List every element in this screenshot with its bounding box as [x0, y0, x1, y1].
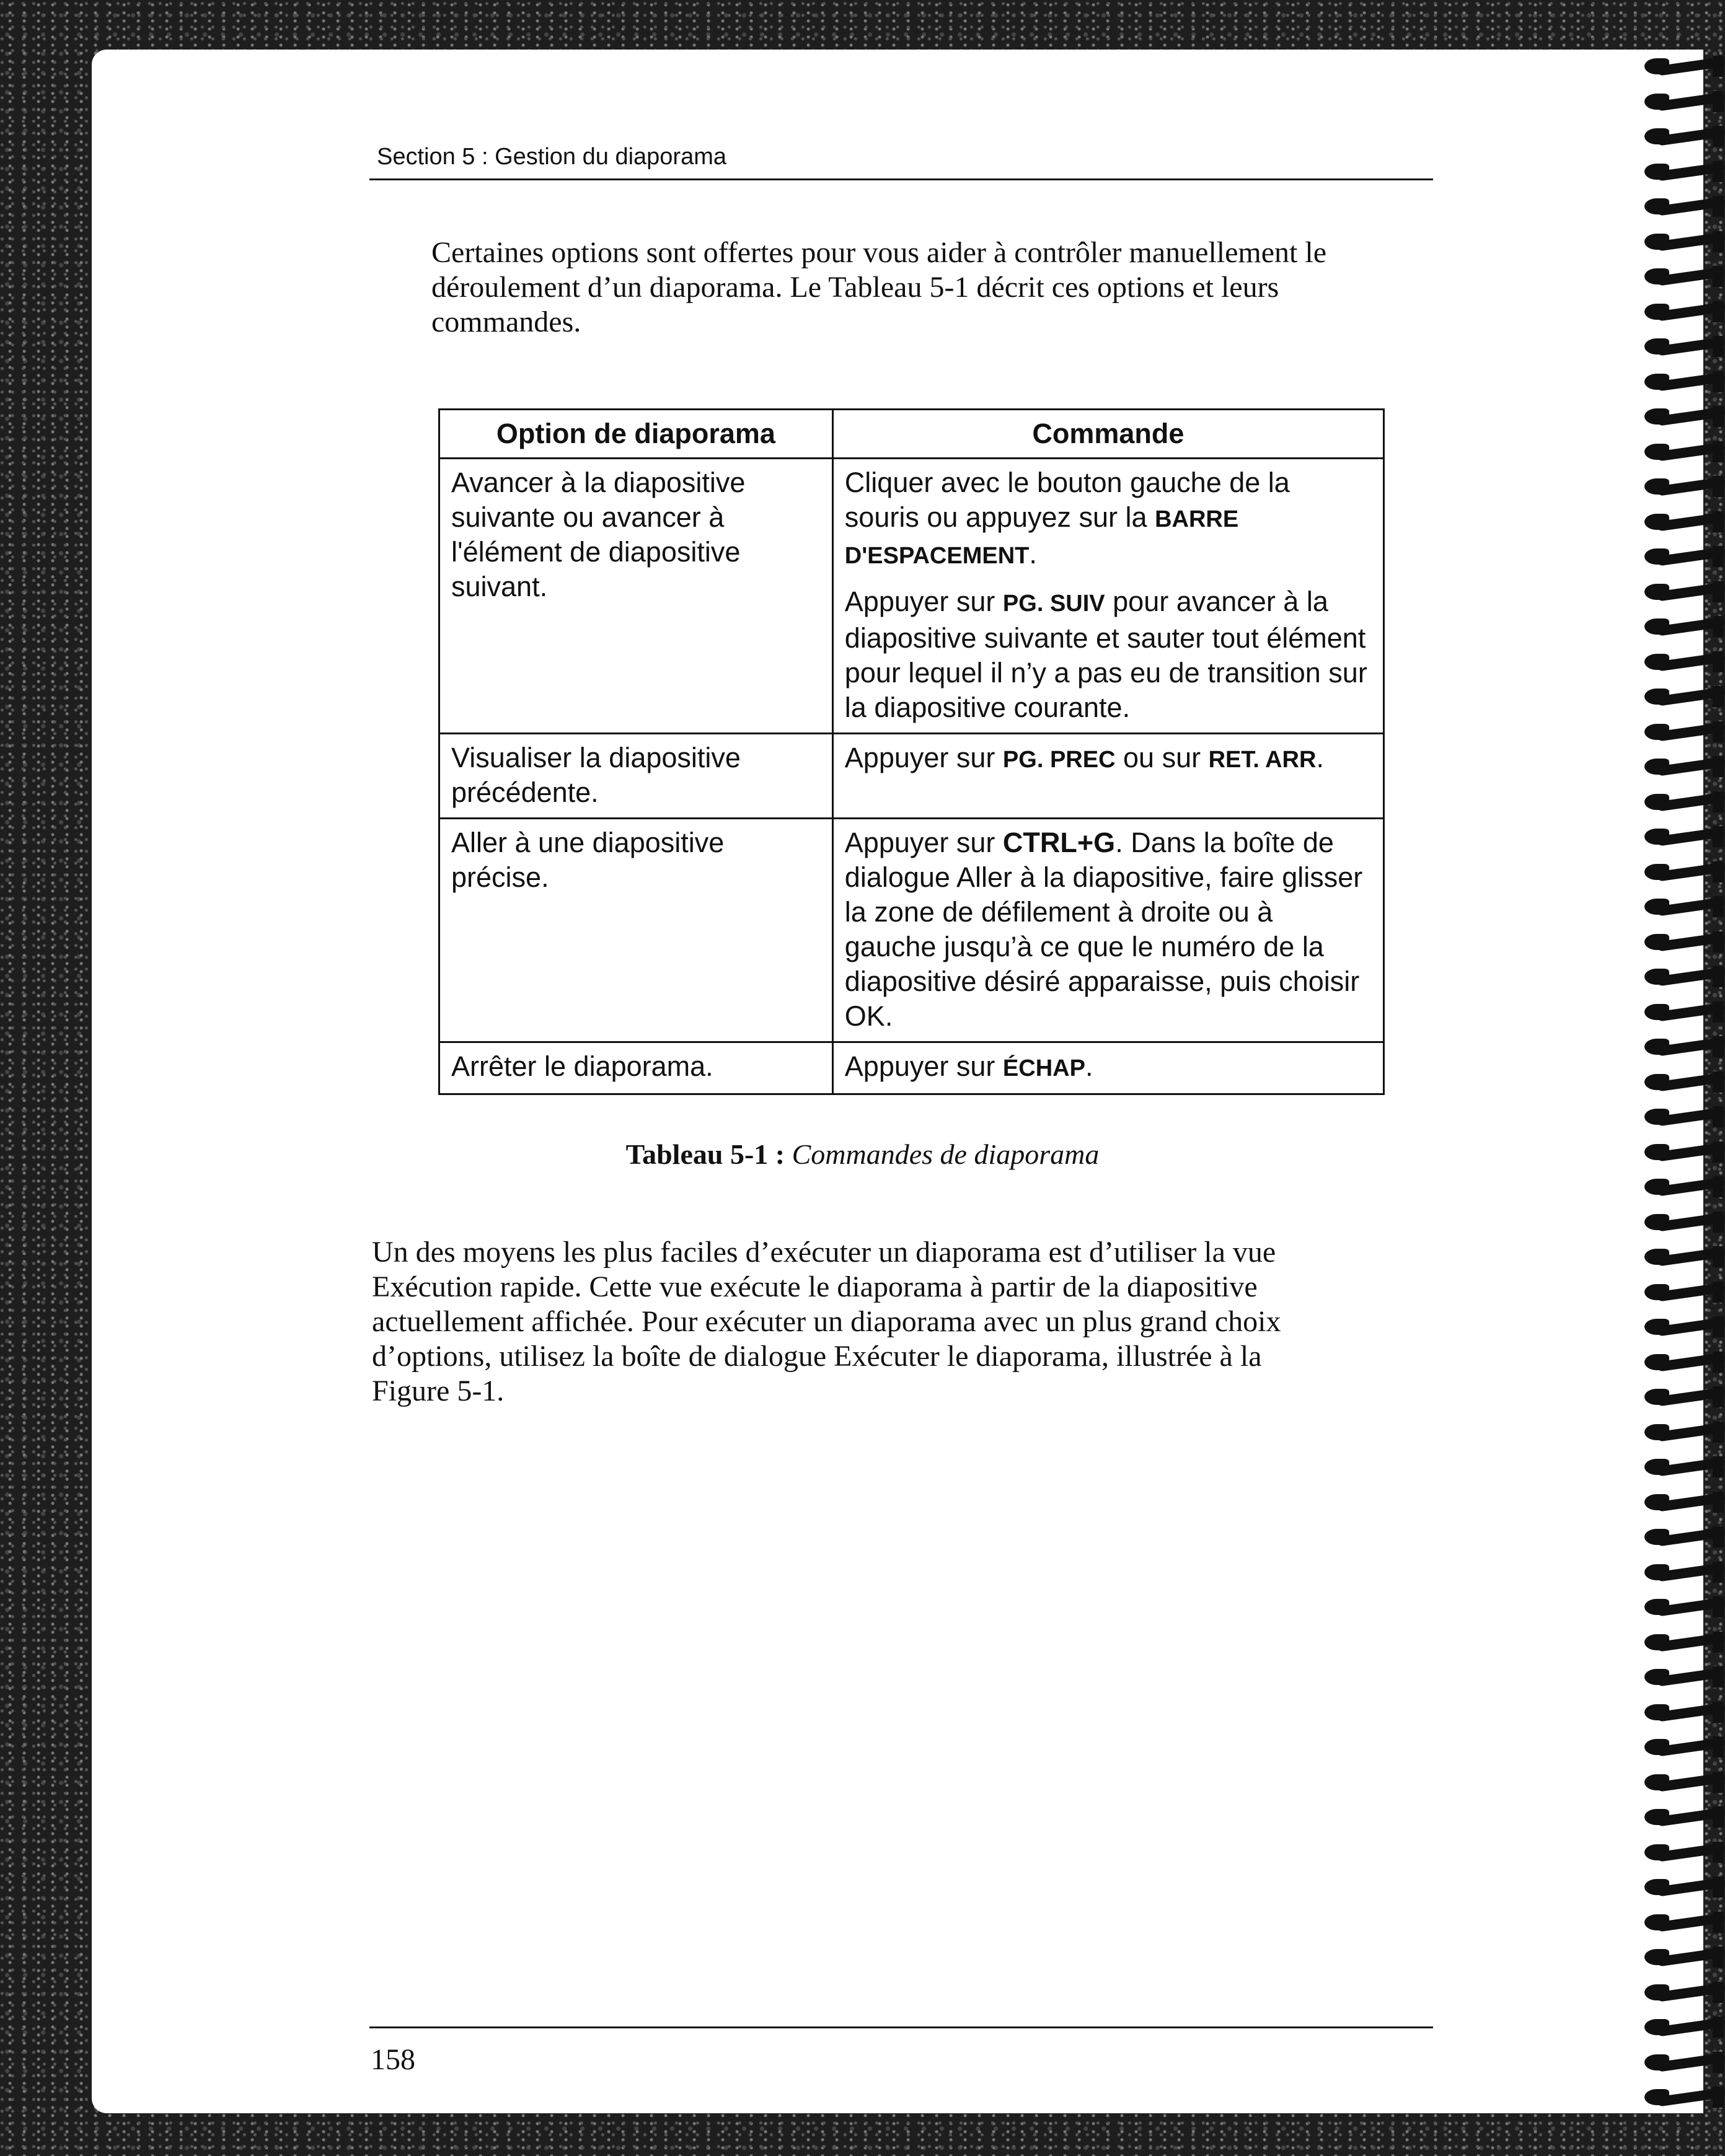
binding-coil [1638, 791, 1725, 812]
binding-wire-end [1713, 441, 1724, 462]
binding-coil [1638, 1316, 1725, 1337]
command-text [845, 584, 1372, 725]
page-number: 158 [371, 2043, 415, 2076]
binding-wire-end [1713, 1456, 1724, 1477]
footer-rule [369, 2026, 1433, 2028]
body-paragraph [372, 1235, 1281, 1409]
binding-wire-end [1713, 861, 1724, 882]
binding-wire-end [1713, 896, 1724, 917]
binding-coil [1638, 1806, 1725, 1828]
binding-coil [1638, 651, 1725, 672]
key-name: CTRL+G [1002, 827, 1116, 858]
binding-coil [1638, 196, 1725, 217]
binding-wire-end [1713, 91, 1724, 112]
binding-wire-end [1713, 1316, 1724, 1337]
table-caption [0, 1138, 1725, 1171]
binding-wire-end [1713, 721, 1724, 742]
body-line: Exécution rapide. Cette vue exécute le diaporama à partir de la diapositive [372, 1270, 1258, 1303]
body-line: d’options, utilisez la boîte de dialogue Exécuter le diaporama, illustrée à la [372, 1340, 1262, 1373]
binding-coil [1638, 1176, 1725, 1197]
spiral-binding [1635, 56, 1725, 2144]
binding-wire-end [1713, 1877, 1724, 1898]
body-line: Un des moyens les plus faciles d’exécuter un diaporama est d’utiliser la vue [372, 1236, 1276, 1269]
intro-line: commandes. [431, 306, 581, 338]
binding-wire-end [1713, 1702, 1724, 1723]
binding-coil [1638, 2052, 1725, 2073]
binding-wire-end [1713, 301, 1724, 322]
binding-coil [1638, 1071, 1725, 1093]
binding-coil [1638, 1912, 1725, 1933]
binding-coil [1638, 1001, 1725, 1023]
command-text-part: Appuyer sur [844, 827, 1003, 858]
binding-wire-end [1713, 616, 1724, 637]
binding-coil [1638, 966, 1725, 987]
binding-wire-end [1713, 1982, 1724, 2003]
binding-wire-end [1713, 1772, 1724, 1793]
option-cell: Arrêter le diaporama. [439, 1042, 833, 1094]
command-cell [832, 734, 1383, 819]
binding-wire-end [1713, 826, 1724, 847]
binding-wire-end [1713, 231, 1724, 252]
command-text-part: . [1085, 1050, 1093, 1082]
binding-coil [1638, 1596, 1725, 1617]
binding-coil [1638, 161, 1725, 182]
binding-coil [1638, 231, 1725, 252]
binding-wire-end [1713, 1001, 1724, 1023]
binding-coil [1638, 1456, 1725, 1477]
binding-coil [1638, 826, 1725, 847]
command-text-part: Cliquer avec le bouton gauche de la souris ou appuyez sur la [844, 467, 1290, 533]
binding-coil [1638, 1282, 1725, 1303]
command-cell [832, 459, 1383, 734]
binding-wire-end [1713, 1036, 1724, 1057]
binding-wire-end [1713, 1212, 1724, 1233]
command-text [845, 825, 1372, 1034]
binding-coil [1638, 2087, 1725, 2108]
command-text [845, 741, 1372, 777]
binding-coil [1638, 686, 1725, 707]
header-rule [369, 178, 1433, 180]
binding-coil [1638, 721, 1725, 742]
binding-wire-end [1713, 1632, 1724, 1653]
option-cell: Avancer à la diapositive suivante ou avancer à l'élément de diapositive suivant. [439, 459, 833, 734]
binding-coil [1638, 1772, 1725, 1793]
binding-coil [1638, 91, 1725, 112]
binding-wire-end [1713, 1071, 1724, 1093]
binding-coil [1638, 1036, 1725, 1057]
binding-coil [1638, 1982, 1725, 2003]
caption-title: Commandes de diaporama [792, 1138, 1100, 1170]
command-text-part: . [1316, 742, 1324, 773]
binding-wire-end [1713, 931, 1724, 953]
binding-wire-end [1713, 1947, 1724, 1968]
command-text-part: Appuyer sur [844, 586, 1003, 617]
binding-coil [1638, 301, 1725, 322]
binding-coil [1638, 266, 1725, 287]
binding-wire-end [1713, 1282, 1724, 1303]
binding-wire-end [1713, 1386, 1724, 1407]
binding-wire-end [1713, 1492, 1724, 1513]
binding-wire-end [1713, 1596, 1724, 1617]
binding-coil [1638, 1526, 1725, 1547]
intro-line: Certaines options sont offertes pour vous aider à contrôler manuellement le [431, 236, 1327, 269]
table-row [439, 459, 1384, 734]
binding-wire-end [1713, 56, 1724, 77]
command-text-part: ou sur [1115, 742, 1209, 773]
running-head: Section 5 : Gestion du diaporama [377, 144, 727, 170]
binding-wire-end [1713, 406, 1724, 427]
binding-coil [1638, 1422, 1725, 1443]
binding-wire-end [1713, 1422, 1724, 1443]
binding-wire-end [1713, 1176, 1724, 1197]
key-name: PG. SUIV [1002, 591, 1105, 617]
binding-coil [1638, 1877, 1725, 1898]
binding-coil [1638, 896, 1725, 917]
binding-wire-end [1713, 1526, 1724, 1547]
command-cell [832, 1042, 1383, 1094]
binding-wire-end [1713, 336, 1724, 357]
binding-coil [1638, 1947, 1725, 1968]
binding-coil [1638, 1666, 1725, 1687]
binding-coil [1638, 756, 1725, 777]
binding-coil [1638, 476, 1725, 497]
binding-coil [1638, 546, 1725, 567]
option-cell: Aller à une diapositive précise. [439, 819, 833, 1042]
binding-coil [1638, 56, 1725, 77]
binding-coil [1638, 1736, 1725, 1758]
binding-coil [1638, 1246, 1725, 1267]
body-line: actuellement affichée. Pour exécuter un diaporama avec un plus grand choix [372, 1305, 1281, 1338]
binding-wire-end [1713, 161, 1724, 182]
intro-paragraph [431, 235, 1326, 340]
binding-wire-end [1713, 1562, 1724, 1583]
command-text-part: Appuyer sur [844, 1050, 1003, 1082]
table-header-row [439, 410, 1384, 459]
table-row [439, 819, 1384, 1042]
binding-wire-end [1713, 126, 1724, 147]
binding-coil [1638, 861, 1725, 882]
binding-wire-end [1713, 651, 1724, 672]
binding-coil [1638, 371, 1725, 392]
command-text [845, 1049, 1372, 1086]
binding-wire-end [1713, 196, 1724, 217]
command-cell [832, 819, 1383, 1042]
binding-coil [1638, 336, 1725, 357]
command-text-part: Appuyer sur [844, 742, 1003, 773]
key-name: RET. ARR [1208, 747, 1317, 773]
binding-coil [1638, 1386, 1725, 1407]
binding-coil [1638, 1632, 1725, 1653]
binding-coil [1638, 616, 1725, 637]
binding-coil [1638, 1212, 1725, 1233]
column-header-command: Commande [832, 410, 1383, 459]
body-line: Figure 5-1. [372, 1375, 505, 1407]
command-text-part: . [1029, 538, 1037, 570]
slideshow-commands-table [438, 408, 1385, 1095]
binding-wire-end [1713, 791, 1724, 812]
key-name: PG. PREC [1002, 747, 1116, 773]
binding-wire-end [1713, 1106, 1724, 1127]
command-text [845, 465, 1372, 573]
binding-coil [1638, 406, 1725, 427]
command-text-part: . Dans la boîte de dialogue Aller à la diapositive, faire glisser la zone de défilement à droite ou à gauche jusqu’à ce que le numéro de la diapositive désiré apparaisse, puis choisir OK. [844, 827, 1363, 1032]
binding-wire-end [1713, 1912, 1724, 1933]
command-text-part: pour avancer à la diapositive suivante et sauter tout élément pour lequel il n’y a pas eu de transition sur la diapositive courante. [844, 586, 1367, 723]
binding-wire-end [1713, 966, 1724, 987]
binding-wire-end [1713, 2052, 1724, 2073]
binding-coil [1638, 511, 1725, 532]
binding-coil [1638, 1352, 1725, 1373]
intro-line: déroulement d’un diaporama. Le Tableau 5-1 décrit ces options et leurs [431, 271, 1279, 304]
column-header-option: Option de diaporama [439, 410, 833, 459]
binding-wire-end [1713, 1842, 1724, 1863]
binding-coil [1638, 126, 1725, 147]
option-cell: Visualiser la diapositive précédente. [439, 734, 833, 819]
binding-wire-end [1713, 1246, 1724, 1267]
binding-wire-end [1713, 1666, 1724, 1687]
binding-coil [1638, 1492, 1725, 1513]
binding-wire-end [1713, 511, 1724, 532]
binding-wire-end [1713, 2017, 1724, 2038]
binding-wire-end [1713, 2087, 1724, 2108]
binding-wire-end [1713, 1352, 1724, 1373]
key-name: ÉCHAP [1002, 1055, 1085, 1081]
binding-wire-end [1713, 1736, 1724, 1758]
binding-coil [1638, 1562, 1725, 1583]
binding-coil [1638, 1702, 1725, 1723]
binding-coil [1638, 1842, 1725, 1863]
binding-coil [1638, 1106, 1725, 1127]
binding-wire-end [1713, 686, 1724, 707]
binding-coil [1638, 2017, 1725, 2038]
key-name: BARRE D'ESPACEMENT [844, 506, 1239, 569]
binding-coil [1638, 931, 1725, 953]
binding-wire-end [1713, 756, 1724, 777]
table-row [439, 1042, 1384, 1094]
binding-wire-end [1713, 546, 1724, 567]
binding-wire-end [1713, 371, 1724, 392]
binding-wire-end [1713, 476, 1724, 497]
binding-wire-end [1713, 581, 1724, 602]
binding-wire-end [1713, 266, 1724, 287]
caption-label: Tableau 5-1 : [625, 1138, 785, 1170]
binding-coil [1638, 441, 1725, 462]
table-row [439, 734, 1384, 819]
binding-coil [1638, 581, 1725, 602]
binding-wire-end [1713, 1806, 1724, 1828]
